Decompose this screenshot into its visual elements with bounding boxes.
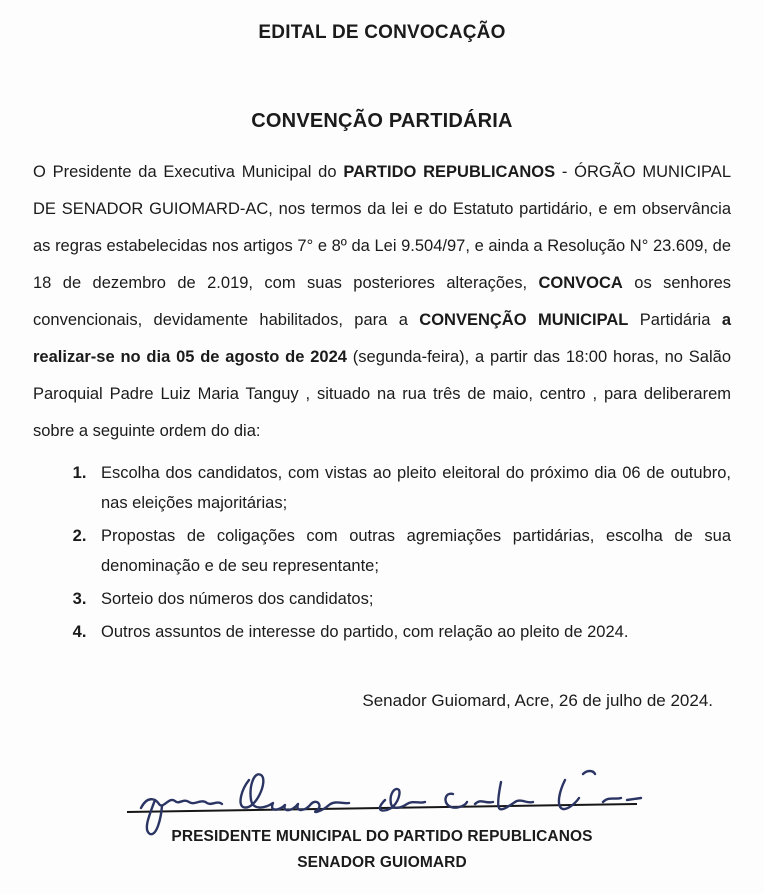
agenda-list <box>33 458 731 647</box>
signature-ink-icon <box>117 760 647 838</box>
agenda-item-1: 1. Escolha dos candidatos, com vistas ao pleito eleitoral do próximo dia 06 de outubro, nas eleições majoritárias; <box>91 458 731 518</box>
handwritten-signature <box>117 760 647 838</box>
signature-block <box>0 760 764 876</box>
dateline: Senador Guiomard, Acre, 26 de julho de 2024. <box>362 691 713 710</box>
body-segment-4: os senhores convencionais, devidamente habilitados, para a <box>33 274 736 329</box>
body-segment-2: - ÓRGÃO MUNICIPAL DE SENADOR GUIOMARD-AC, nos termos da lei e do Estatuto partidário, e em observância as regras estabelecidas nos artigos 7° e 8º da Lei 9.504/97, e ainda a Resolução N° 23.609, de 18 de dezembro de 2.019, com suas posteriores alterações, <box>33 163 736 292</box>
document-subtitle: CONVENÇÃO PARTIDÁRIA <box>251 110 513 132</box>
body-segment-0: O Presidente da Executiva Municipal do <box>33 163 344 181</box>
signature-place: SENADOR GUIOMARD <box>297 854 467 871</box>
body-segment-1: PARTIDO REPUBLICANOS <box>343 163 556 181</box>
body-paragraph <box>33 150 736 450</box>
signature-role: PRESIDENTE MUNICIPAL DO PARTIDO REPUBLICANOS <box>171 828 593 845</box>
agenda-item-3: 3. Sorteio dos números dos candidatos; <box>91 584 731 614</box>
body-segment-3: CONVOCA <box>538 274 623 292</box>
agenda-item-2: 2. Propostas de coligações com outras agremiações partidárias, escolha de sua denominação e de seu representante; <box>91 521 731 581</box>
body-segment-5: CONVENÇÃO MUNICIPAL <box>419 311 629 329</box>
agenda-item-4: 4. Outros assuntos de interesse do partido, com relação ao pleito de 2024. <box>91 617 731 647</box>
body-segment-6: Partidária <box>628 311 722 329</box>
document-body <box>33 150 736 711</box>
document-title: EDITAL DE CONVOCAÇÃO <box>258 22 506 43</box>
body-segment-7: a realizar-se no dia 05 de agosto de 2024 <box>33 311 736 366</box>
body-segment-8: (segunda-feira), a partir das 18:00 horas, no Salão Paroquial Padre Luiz Maria Tanguy , situado na rua três de maio, centro , para deliberarem sobre a seguinte ordem do dia: <box>33 348 736 440</box>
